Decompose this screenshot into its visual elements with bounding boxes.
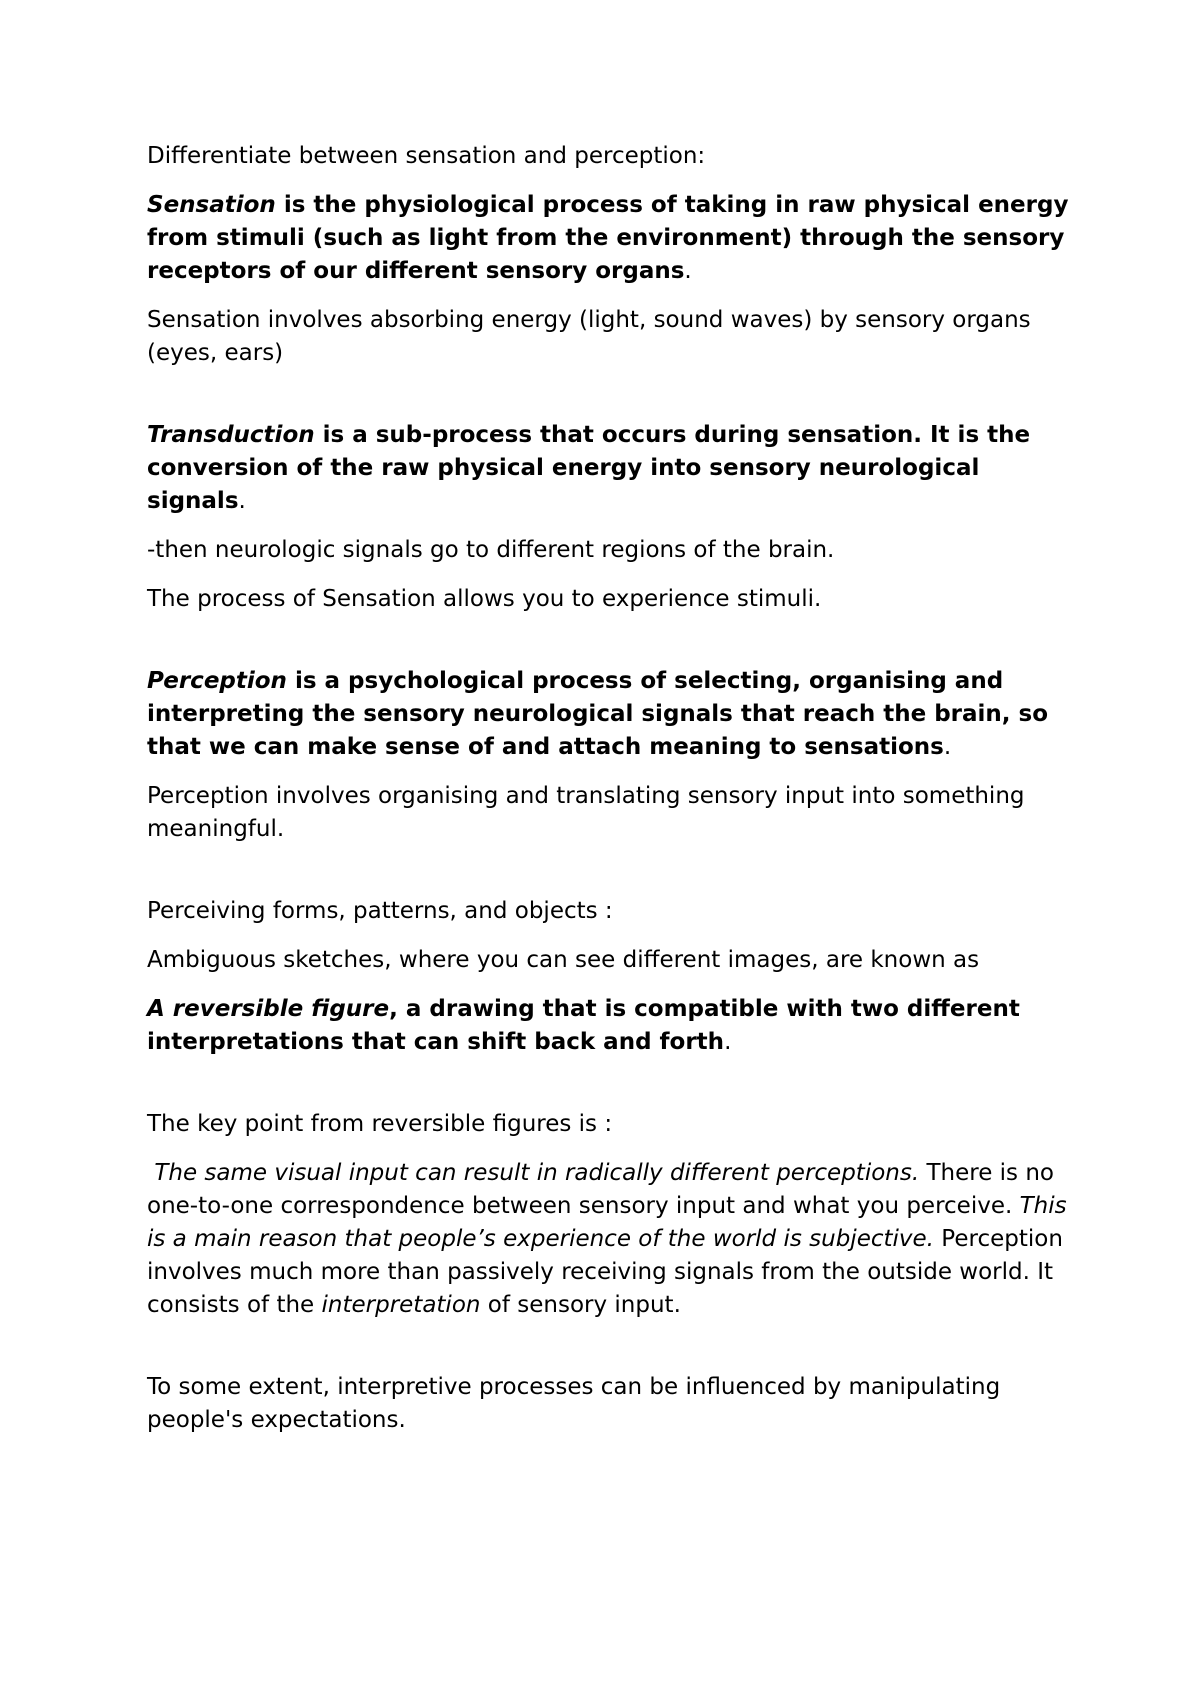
sensation-definition-body: is the physiological process of taking in raw physical energy from stimuli (such as light from the environment) through the sensory receptors of our different sensory organs [147, 192, 1069, 284]
sensation-summary: The process of Sensation allows you to experience stimuli. [147, 586, 822, 612]
key-point-text-3: of sensory input. [480, 1292, 681, 1318]
sensation-definition [147, 189, 1077, 288]
transduction-note: -then neurologic signals go to different regions of the brain. [147, 537, 835, 563]
perception-definition-body: is a psychological process of selecting, organising and interpreting the sensory neurological signals that reach the brain, so that we can make sense of and attach meaning to sensations [147, 668, 1049, 760]
perception-definition-end: . [943, 734, 952, 760]
key-point-italic-1: The same visual input can result in radically different perceptions. [154, 1160, 920, 1186]
perception-term: Perception [147, 668, 287, 694]
key-point-text-2: Perception involves much more than passively receiving signals from the outside world. It consists of the [147, 1226, 1063, 1318]
blank-line [147, 1338, 1077, 1371]
key-point-italic-2: This is a main reason that people’s experience of the world is subjective. [147, 1193, 1067, 1252]
reversible-figure-definition-body: , a drawing that is compatible with two different interpretations that can shift back and forth [147, 996, 1020, 1055]
reversible-figure-term: A reversible figure [147, 996, 390, 1022]
perception-note: Perception involves organising and translating sensory input into something meaningful. [147, 783, 1025, 842]
document-page [147, 140, 1077, 1453]
key-point-text-1: There is no one-to-one correspondence between sensory input and what you perceive. [147, 1160, 1054, 1219]
forms-heading: Perceiving forms, patterns, and objects : [147, 898, 613, 924]
reversible-figure-definition [147, 993, 1077, 1059]
sensation-term: Sensation [147, 192, 276, 218]
blank-line [147, 386, 1077, 419]
intro-line: Differentiate between sensation and perception: [147, 143, 706, 169]
blank-line [147, 862, 1077, 895]
expectations-paragraph: To some extent, interpretive processes can be influenced by manipulating people's expectations. [147, 1374, 1001, 1433]
key-point-italic-3: interpretation [321, 1292, 481, 1318]
reversible-figure-definition-end: . [724, 1029, 732, 1055]
perception-definition [147, 665, 1077, 764]
blank-line [147, 632, 1077, 665]
transduction-definition [147, 419, 1077, 518]
ambiguous-sketches-line: Ambiguous sketches, where you can see different images, are known as [147, 947, 980, 973]
sensation-definition-end: . [684, 258, 692, 284]
key-point-paragraph [147, 1157, 1077, 1322]
blank-line [147, 1075, 1077, 1108]
transduction-definition-body: is a sub-process that occurs during sensation. It is the conversion of the raw physical energy into sensory neurological signals [147, 422, 1031, 514]
transduction-term: Transduction [147, 422, 315, 448]
transduction-definition-end: . [238, 488, 246, 514]
key-point-heading: The key point from reversible figures is : [147, 1111, 613, 1137]
sensation-note: Sensation involves absorbing energy (light, sound waves) by sensory organs (eyes, ears) [147, 307, 1031, 366]
